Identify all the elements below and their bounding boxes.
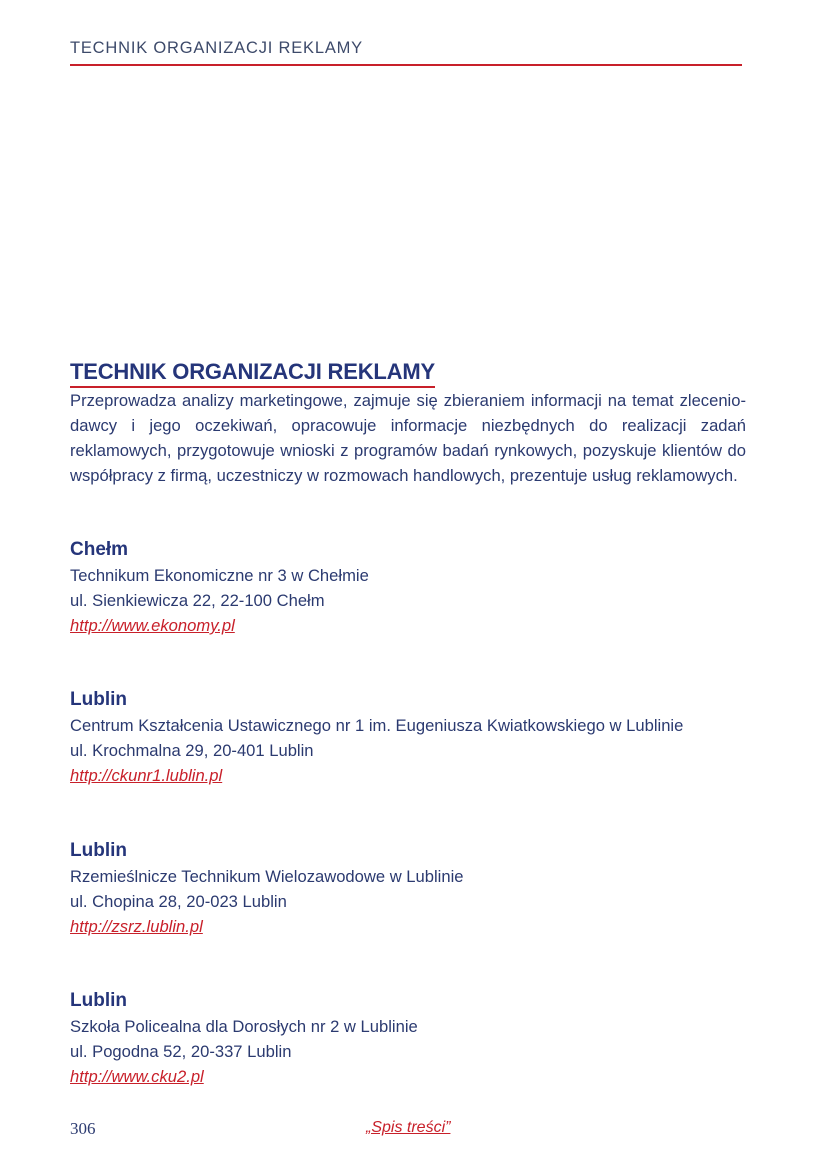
- header-divider: [70, 64, 742, 66]
- school-address: ul. Sienkiewicza 22, 22-100 Chełm: [70, 591, 325, 610]
- school-link[interactable]: http://www.ekonomy.pl: [70, 616, 235, 635]
- school-link[interactable]: http://ckunr1.lublin.pl: [70, 766, 223, 785]
- school-entry: [70, 537, 770, 638]
- school-name: Technikum Ekonomiczne nr 3 w Chełmie: [70, 566, 369, 585]
- school-city: Lublin: [70, 840, 127, 861]
- school-address: ul. Krochmalna 29, 20-401 Lublin: [70, 741, 314, 760]
- section-description: Przeprowadza analizy marketingowe, zajmuje się zbieraniem informacji na temat zlecenio-dawcy i jego oczekiwań, opracowuje informacje niezbędnych do realizacji zadań reklamowych, przygotowuje wnioski z programów badań rynkowych, pozyskuje klientów do współpracy z firmą, uczestniczy w rozmowach handlowych, prezentuje usług reklamowych.: [70, 391, 746, 485]
- school-entry: [70, 838, 770, 939]
- school-name: Rzemieślnicze Technikum Wielozawodowe w Lublinie: [70, 867, 464, 886]
- school-address: ul. Chopina 28, 20-023 Lublin: [70, 892, 287, 911]
- school-city: Lublin: [70, 990, 127, 1011]
- page-number: 306: [70, 1119, 96, 1138]
- school-entry: [70, 988, 770, 1089]
- school-link[interactable]: http://www.cku2.pl: [70, 1067, 204, 1086]
- table-of-contents-link[interactable]: „Spis treści”: [366, 1119, 451, 1136]
- school-entry: [70, 687, 770, 788]
- school-name: Szkoła Policealna dla Dorosłych nr 2 w Lublinie: [70, 1017, 418, 1036]
- school-name: Centrum Kształcenia Ustawicznego nr 1 im. Eugeniusza Kwiatkowskiego w Lublinie: [70, 716, 684, 735]
- section-title: TECHNIK ORGANIZACJI REKLAMY: [70, 359, 435, 388]
- school-address: ul. Pogodna 52, 20-337 Lublin: [70, 1042, 292, 1061]
- school-link[interactable]: http://zsrz.lublin.pl: [70, 917, 203, 936]
- school-city: Lublin: [70, 689, 127, 710]
- school-city: Chełm: [70, 539, 129, 560]
- running-header: TECHNIK ORGANIZACJI REKLAMY: [70, 39, 363, 57]
